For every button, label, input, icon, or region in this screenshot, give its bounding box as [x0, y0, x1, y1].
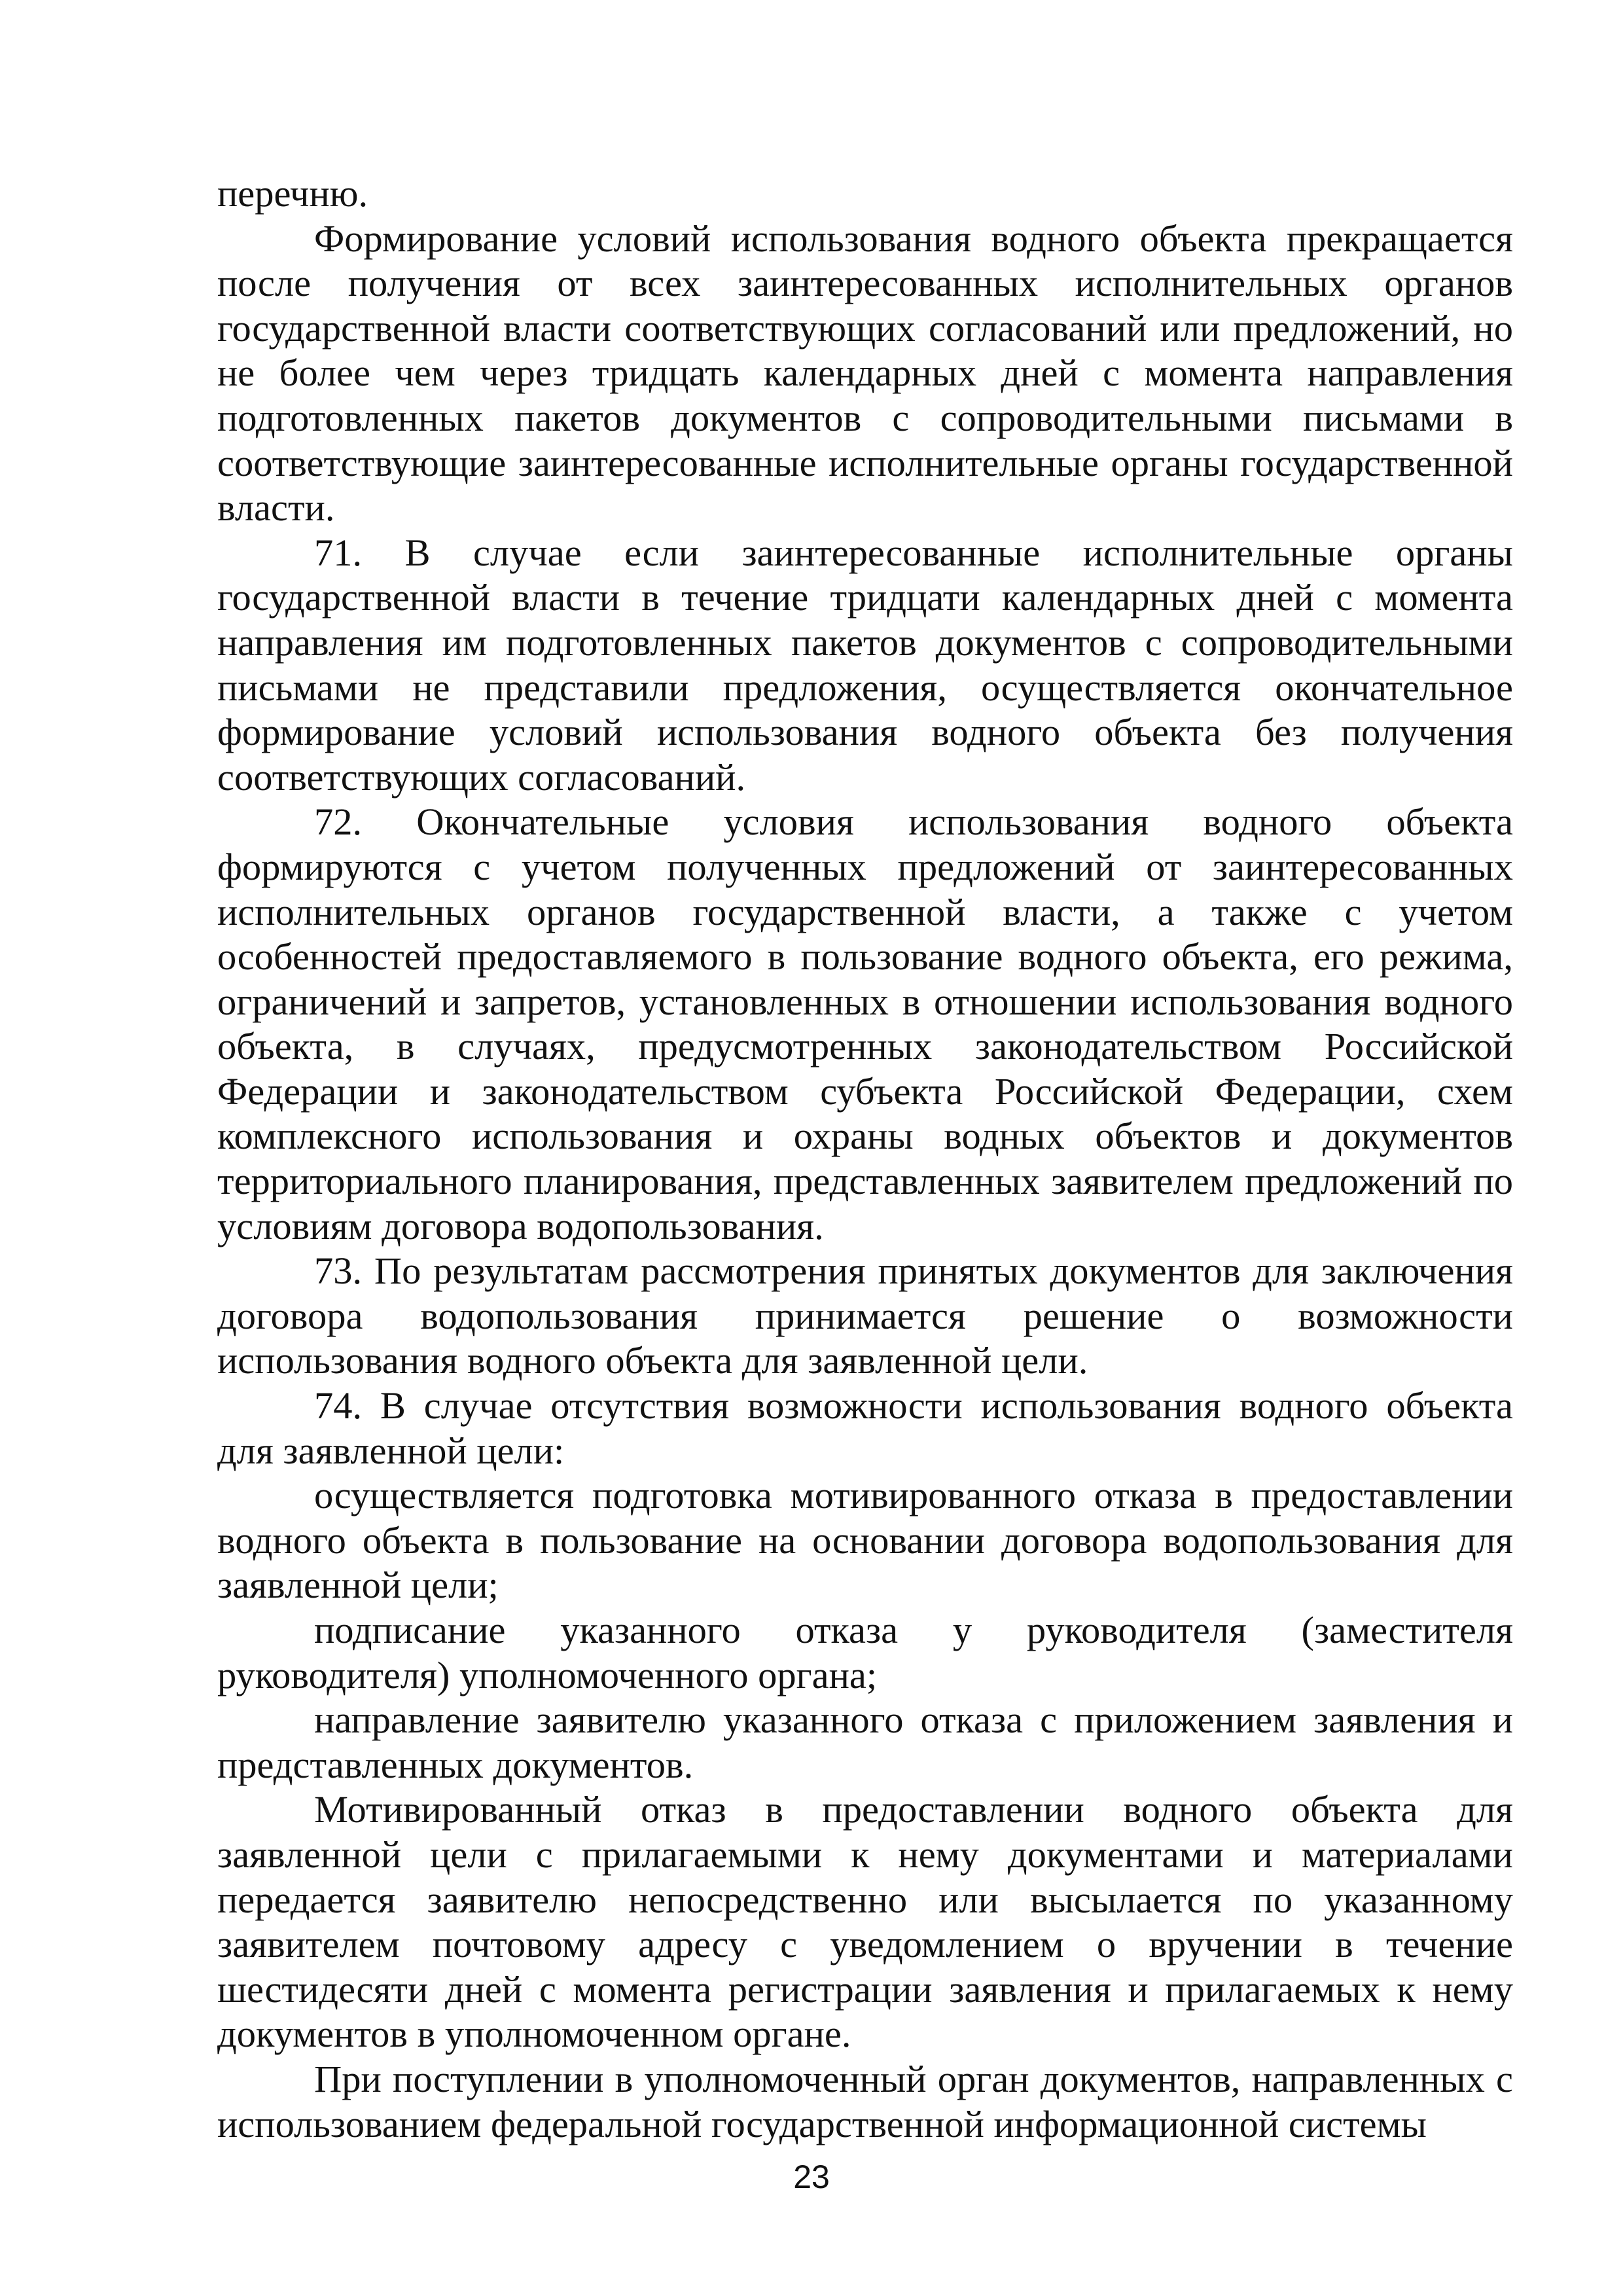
- paragraph-forming-conditions: Формирование условий использования водного объекта прекращается после получения от всех заинтересованных исполнительных органов государственной власти соответствующих согласований или предложений, но не более чем через тридцать календарных дней с момента направления подготовленных пакетов документов с сопроводительными письмами в соответствующие заинтересованные исполнительные органы государственной власти.: [217, 217, 1513, 529]
- paragraph-motivated-refusal: Мотивированный отказ в предоставлении водного объекта для заявленной цели с прилагаемыми к нему документами и материалами передается заявителю непосредственно или высылается по указанному заявителем почтовому адресу с уведомлением о вручении в течение шестидесяти дней с момента регистрации заявления и прилагаемых к нему документов в уполномоченном органе.: [217, 1788, 1513, 2056]
- paragraph-item-74-sending: направление заявителю указанного отказа с приложением заявления и представленных документов.: [217, 1698, 1513, 1786]
- paragraph-item-72: 72. Окончательные условия использования водного объекта формируются с учетом полученных предложений от заинтересованных исполнительных органов государственной власти, а также с учетом особенностей предоставляемого в пользование водного объекта, его режима, ограничений и запретов, установленных в отношении использования водного объекта, в случаях, предусмотренных законодательством Российской Федерации и законодательством субъекта Российской Федерации, схем комплексного использования и охраны водных объектов и документов территориального планирования, представленных заявителем предложений по условиям договора водопользования.: [217, 800, 1513, 1247]
- page-number: 23: [793, 2159, 830, 2195]
- document-body: [217, 171, 1513, 2147]
- paragraph-item-74-preparation: осуществляется подготовка мотивированного отказа в предоставлении водного объекта в пользование на основании договора водопользования для заявленной цели;: [217, 1474, 1513, 1607]
- paragraph-item-71: 71. В случае если заинтересованные исполнительные органы государственной власти в течение тридцати календарных дней с момента направления им подготовленных пакетов документов с сопроводительными письмами не представили предложения, осуществляется окончательное формирование условий использования водного объекта без получения соответствующих согласований.: [217, 531, 1513, 798]
- paragraph-continuation: перечню.: [217, 172, 368, 215]
- paragraph-item-73: 73. По результатам рассмотрения принятых документов для заключения договора водопользования принимается решение о возможности использования водного объекта для заявленной цели.: [217, 1249, 1513, 1382]
- paragraph-item-74-signing: подписание указанного отказа у руководителя (заместителя руководителя) уполномоченного органа;: [217, 1609, 1513, 1696]
- paragraph-item-74: 74. В случае отсутствия возможности использования водного объекта для заявленной цели:: [217, 1384, 1513, 1472]
- paragraph-receipt-documents: При поступлении в уполномоченный орган документов, направленных с использованием федеральной государственной информационной системы: [217, 2057, 1513, 2145]
